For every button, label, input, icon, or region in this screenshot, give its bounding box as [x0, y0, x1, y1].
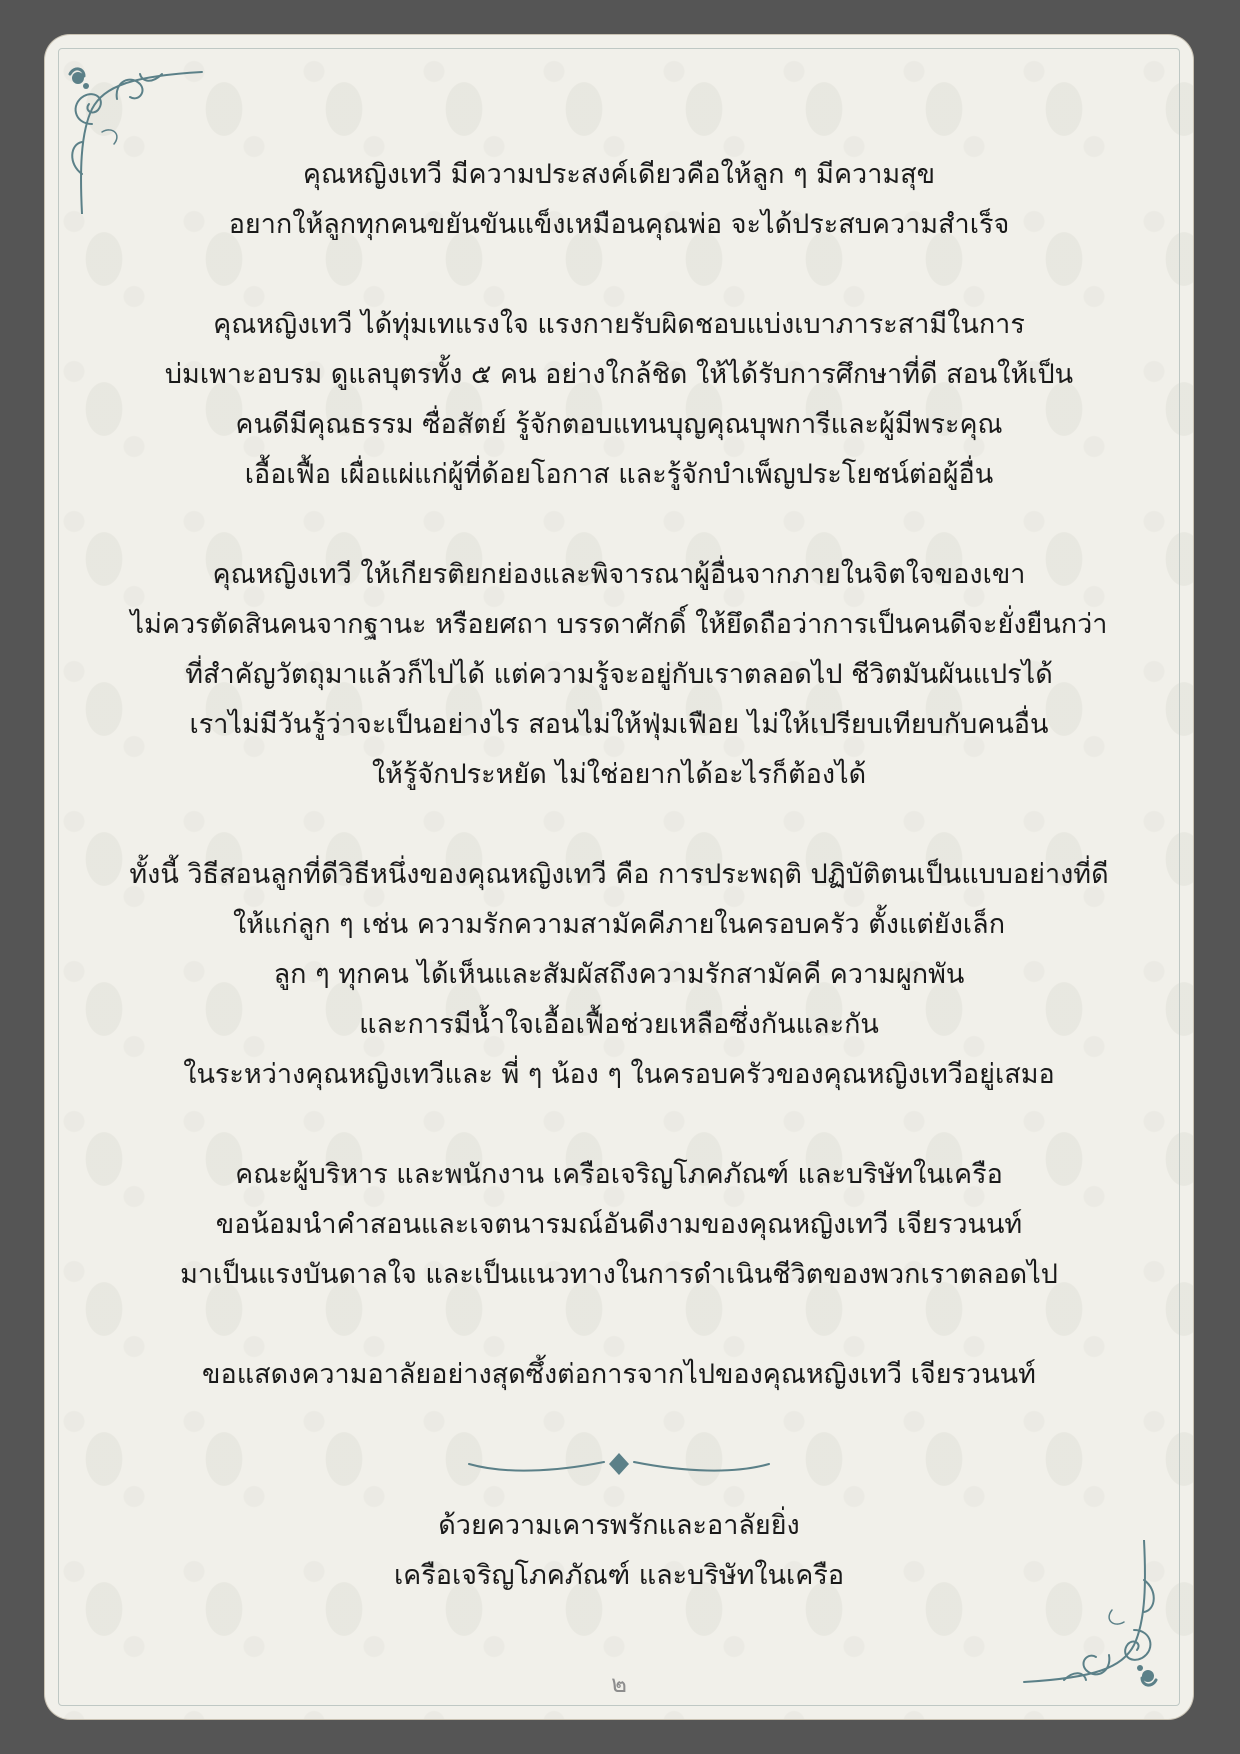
text-line: คณะผู้บริหาร และพนักงาน เครือเจริญโภคภัณฑ์ และบริษัทในเครือ — [235, 1159, 1003, 1190]
text-line: อยากให้ลูกทุกคนขยันขันแข็งเหมือนคุณพ่อ จะได้ประสบความสำเร็จ — [228, 209, 1010, 240]
diamond-divider-icon — [464, 1444, 774, 1484]
signature-line: เครือเจริญโภคภัณฑ์ และบริษัทในเครือ — [393, 1560, 845, 1591]
paragraph — [84, 1150, 1154, 1300]
text-line: ที่สำคัญวัตถุมาแล้วก็ไปได้ แต่ความรู้จะอยู่กับเราตลอดไป ชีวิตมันผันแปรได้ — [185, 659, 1053, 690]
paragraph — [84, 850, 1154, 1100]
paragraph — [84, 300, 1154, 500]
text-line: คุณหญิงเทวี มีความประสงค์เดียวคือให้ลูก ๆ มีความสุข — [302, 159, 936, 190]
text-line: มาเป็นแรงบันดาลใจ และเป็นแนวทางในการดำเนินชีวิตของพวกเราตลอดไป — [180, 1259, 1058, 1290]
paragraph — [84, 150, 1154, 250]
text-line: ทั้งนี้ วิธีสอนลูกที่ดีวิธีหนึ่งของคุณหญิงเทวี คือ การประพฤติ ปฏิบัติตนเป็นแบบอย่างที่ดี — [129, 859, 1109, 890]
text-line: เอื้อเฟื้อ เผื่อแผ่แก่ผู้ที่ด้อยโอกาส และรู้จักบำเพ็ญประโยชน์ต่อผู้อื่น — [244, 459, 994, 490]
paragraph — [84, 1350, 1154, 1400]
text-line: ขอน้อมนำคำสอนและเจตนารมณ์อันดีงามของคุณหญิงเทวี เจียรวนนท์ — [215, 1209, 1023, 1240]
page-number: ๒ — [611, 1670, 627, 1698]
text-line: คุณหญิงเทวี ให้เกียรติยกย่องและพิจารณาผู้อื่นจากภายในจิตใจของเขา — [212, 559, 1026, 590]
closing-line: ด้วยความเคารพรักและอาลัยยิ่ง — [438, 1510, 800, 1541]
text-line: เราไม่มีวันรู้ว่าจะเป็นอย่างไร สอนไม่ให้ฟุ่มเฟือย ไม่ให้เปรียบเทียบกับคนอื่น — [189, 709, 1049, 740]
text-line: และการมีน้ำใจเอื้อเฟื้อช่วยเหลือซึ่งกันและกัน — [359, 1009, 879, 1040]
text-line: ให้แก่ลูก ๆ เช่น ความรักความสามัคคีภายในครอบครัว ตั้งแต่ยังเล็ก — [232, 909, 1006, 940]
text-line: คุณหญิงเทวี ได้ทุ่มเทแรงใจ แรงกายรับผิดชอบแบ่งเบาภาระสามีในการ — [213, 309, 1025, 340]
text-line: ลูก ๆ ทุกคน ได้เห็นและสัมผัสถึงความรักสามัคคี ความผูกพัน — [273, 959, 965, 990]
paragraph — [84, 550, 1154, 800]
closing-signature — [84, 1501, 1154, 1601]
body-text — [84, 150, 1154, 1400]
text-line: บ่มเพาะอบรม ดูแลบุตรทั้ง ๕ คน อย่างใกล้ชิด ให้ได้รับการศึกษาที่ดี สอนให้เป็น — [164, 359, 1074, 390]
document-page — [44, 34, 1194, 1720]
text-line: ขอแสดงความอาลัยอย่างสุดซึ้งต่อการจากไปของคุณหญิงเทวี เจียรวนนท์ — [202, 1359, 1036, 1390]
text-line: ให้รู้จักประหยัด ไม่ใช่อยากได้อะไรก็ต้องได้ — [371, 759, 867, 790]
text-line: คนดีมีคุณธรรม ซื่อสัตย์ รู้จักตอบแทนบุญคุณบุพการีและผู้มีพระคุณ — [235, 409, 1003, 440]
text-line: ไม่ควรตัดสินคนจากฐานะ หรือยศถา บรรดาศักดิ์ ให้ยึดถือว่าการเป็นคนดีจะยั่งยืนกว่า — [130, 609, 1108, 640]
text-line: ในระหว่างคุณหญิงเทวีและ พี่ ๆ น้อง ๆ ในครอบครัวของคุณหญิงเทวีอยู่เสมอ — [183, 1059, 1055, 1090]
